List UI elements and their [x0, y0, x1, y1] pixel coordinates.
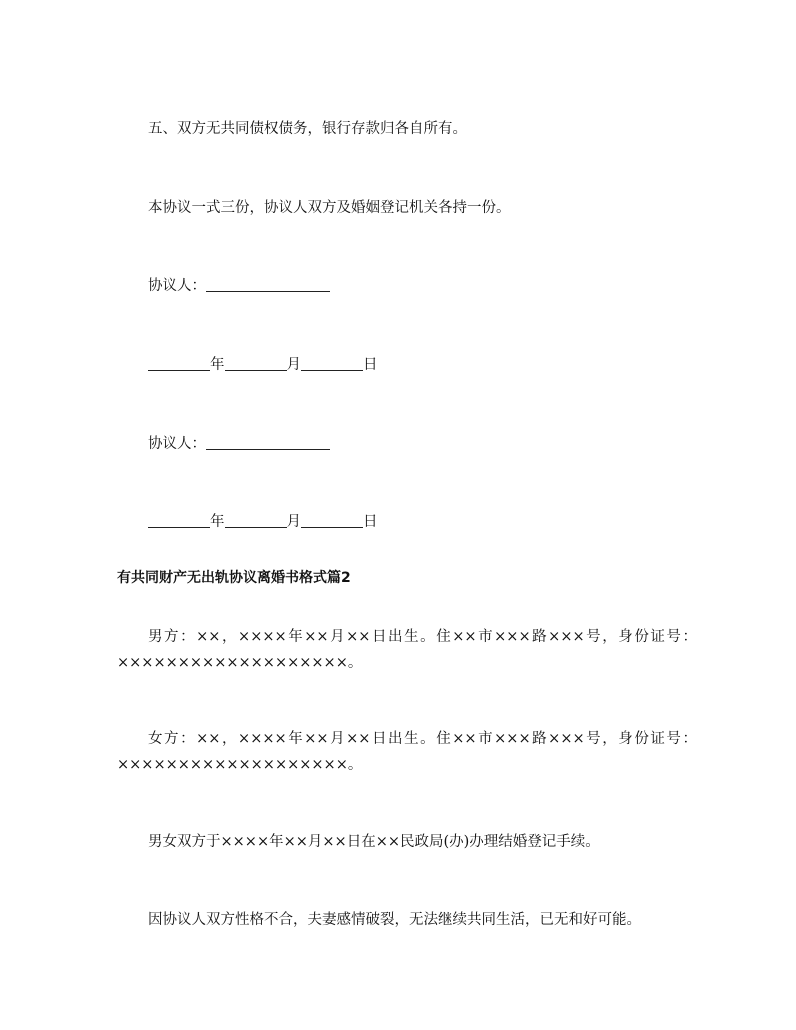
- date-line-2: [148, 509, 728, 535]
- month-blank[interactable]: [225, 512, 287, 528]
- month-label: 月: [286, 357, 301, 373]
- day-blank[interactable]: [301, 512, 363, 528]
- signer-label: 协议人：: [148, 436, 206, 452]
- section-heading: 有共同财产无出轨协议离婚书格式篇2: [117, 570, 351, 586]
- day-blank[interactable]: [301, 355, 363, 371]
- copies-note: 本协议一式三份，协议人双方及婚姻登记机关各持一份。: [148, 200, 511, 216]
- clause-five: 五、双方无共同债权债务，银行存款归各自所有。: [148, 121, 467, 137]
- signature-blank[interactable]: [206, 276, 330, 292]
- month-label: 月: [286, 514, 301, 530]
- signature-line-1: [148, 273, 728, 299]
- day-label: 日: [363, 514, 378, 530]
- day-label: 日: [363, 357, 378, 373]
- divorce-reason: 因协议人双方性格不合，夫妻感情破裂，无法继续共同生活，已无和好可能。: [148, 912, 641, 928]
- year-blank[interactable]: [148, 512, 210, 528]
- male-party-info: 男方：××，××××年××月××日出生。住××市×××路×××号，身份证号：×××××××××××××××××××。: [117, 629, 697, 671]
- female-party-info: 女方：××，××××年××月××日出生。住××市×××路×××号，身份证号：×××××××××××××××××××。: [117, 731, 697, 773]
- year-label: 年: [210, 514, 225, 530]
- date-line-1: [148, 352, 728, 378]
- signature-line-2: [148, 431, 728, 457]
- year-blank[interactable]: [148, 355, 210, 371]
- marriage-registration: 男女双方于××××年××月××日在××民政局(办)办理结婚登记手续。: [148, 834, 600, 850]
- month-blank[interactable]: [225, 355, 287, 371]
- signature-blank[interactable]: [206, 434, 330, 450]
- year-label: 年: [210, 357, 225, 373]
- signer-label: 协议人：: [148, 278, 206, 294]
